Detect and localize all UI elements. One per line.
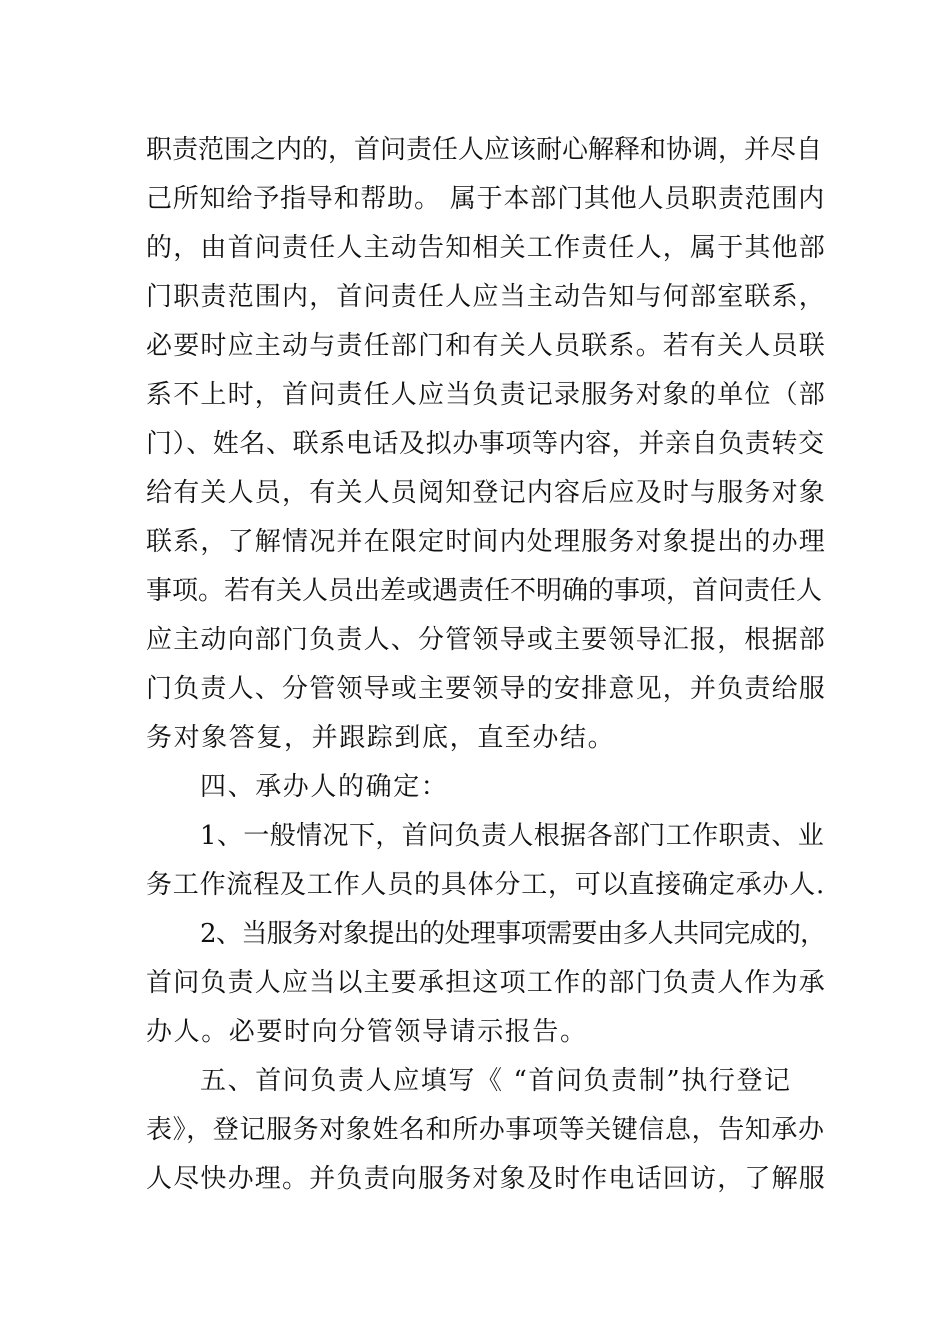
paragraph-line: 务工作流程及工作人员的具体分工，可以直接确定承办人. [146,870,826,900]
section-heading: 四、承办人的确定： [200,772,449,802]
paragraph-line: 必要时应主动与责任部门和有关人员联系。若有关人员联 [146,331,827,361]
paragraph-line: 应主动向部门负责人、分管领导或主要领导汇报，根据部 [146,625,827,655]
paragraph-line: 门职责范围内，首问责任人应当主动告知与何部室联系， [146,282,827,312]
paragraph-line: 1、一般情况下，首问负责人根据各部门工作职责、业 [200,821,825,851]
paragraph-line: 职责范围之内的，首问责任人应该耐心解释和协调，并尽自 [146,135,823,165]
paragraph-line: 给有关人员，有关人员阅知登记内容后应及时与服务对象 [146,478,827,508]
paragraph-line: 办人。必要时向分管领导请示报告。 [146,1017,588,1047]
paragraph-line: 务对象答复，并跟踪到底，直至办结。 [146,723,616,753]
paragraph-line: 表》，登记服务对象姓名和所办事项等关键信息，告知承办 [146,1115,825,1145]
paragraph-line: 的，由首问责任人主动告知相关工作责任人，属于其他部 [146,233,827,263]
section-heading: 五、首问负责人应填写《 “首问负责制”执行登记 [200,1066,792,1096]
paragraph-line: 门）、姓名、联系电话及拟办事项等内容，并亲自负责转交 [146,429,825,459]
paragraph-line: 己所知给予指导和帮助。 属于本部门其他人员职责范围内 [146,184,826,214]
paragraph-line: 门负责人、分管领导或主要领导的安排意见，并负责给服 [146,674,827,704]
paragraph-line: 首问负责人应当以主要承担这项工作的部门负责人作为承 [146,968,827,998]
paragraph-line: 系不上时，首问责任人应当负责记录服务对象的单位（部 [146,380,827,410]
paragraph-line: 2、当服务对象提出的处理事项需要由多人共同完成的， [200,919,826,949]
paragraph-line: 人尽快办理。并负责向服务对象及时作电话回访，了解服 [146,1164,827,1194]
paragraph-line: 联系，了解情况并在限定时间内处理服务对象提出的办理 [146,527,827,557]
paragraph-line: 事项。若有关人员出差或遇责任不明确的事项，首问责任人 [146,576,823,606]
